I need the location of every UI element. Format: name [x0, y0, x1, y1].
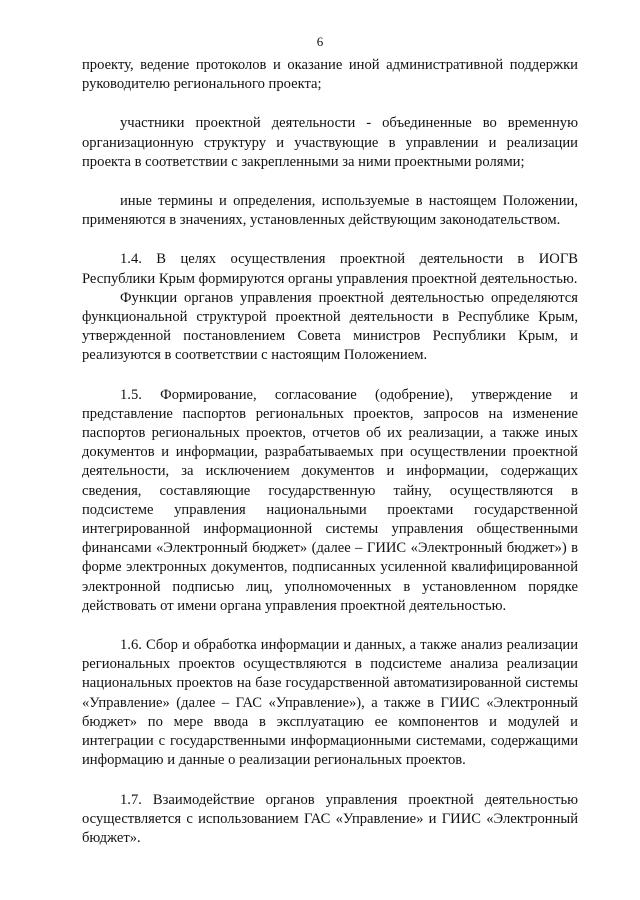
paragraph-1-7: 1.7. Взаимодействие органов управления проектной деятельностью осуществляется с использованием ГАС «Управление» и ГИИС «Электронный бюджет».: [82, 791, 578, 846]
paragraph-1-4: 1.4. В целях осуществления проектной деятельности в ИОГВ Республики Крым формируются органы управления проектной деятельностью.: [82, 251, 578, 287]
paragraph-other-terms: иные термины и определения, используемые в настоящем Положении, применяются в значениях, установленных действующим законодательством.: [82, 193, 578, 229]
document-body: [82, 56, 578, 868]
page-number: 6: [316, 34, 324, 49]
paragraph-continuation: проекту, ведение протоколов и оказание иной административной поддержки руководителю регионального проекта;: [82, 57, 578, 93]
paragraph-1-5: 1.5. Формирование, согласование (одобрение), утверждение и представление паспортов региональных проектов, запросов на изменение паспортов региональных проектов, отчетов об их реализации, а также иных документов и информации, разрабатываемых при осуществлении проектной деятельности, за исключением документов и информации, содержащих сведения, составляющие государственную тайну, осуществляются в подсистеме управления национальными проектами государственной интегрированной информационной системы управления общественными финансами «Электронный бюджет» (далее – ГИИС «Электронный бюджет») в форме электронных документов, подписанных усиленной квалифицированной электронной подписью лиц, уполномоченных в установленном порядке действовать от имени органа управления проектной деятельностью.: [82, 386, 578, 614]
paragraph-functions: Функции органов управления проектной деятельностью определяются функциональной структурой проектной деятельности в Республике Крым, утвержденной постановлением Совета министров Республики Крым, и реализуются в соответствии с настоящим Положением.: [82, 289, 578, 364]
paragraph-participants-definition: участники проектной деятельности - объединенные во временную организационную структуру и участвующие в управлении и реализации проекта в соответствии с закрепленными за ними проектными ролями;: [82, 115, 578, 170]
paragraph-1-6: 1.6. Сбор и обработка информации и данных, а также анализ реализации региональных проектов осуществляются в подсистеме анализа реализации национальных проектов на базе государственной автоматизированной системы «Управление» (далее – ГАС «Управление»), а также в ГИИС «Электронный бюджет» по мере ввода в эксплуатацию ее компонентов и модулей и интеграции с государственными информационными системами, содержащими информацию и данные о реализации региональных проектов.: [82, 637, 578, 769]
